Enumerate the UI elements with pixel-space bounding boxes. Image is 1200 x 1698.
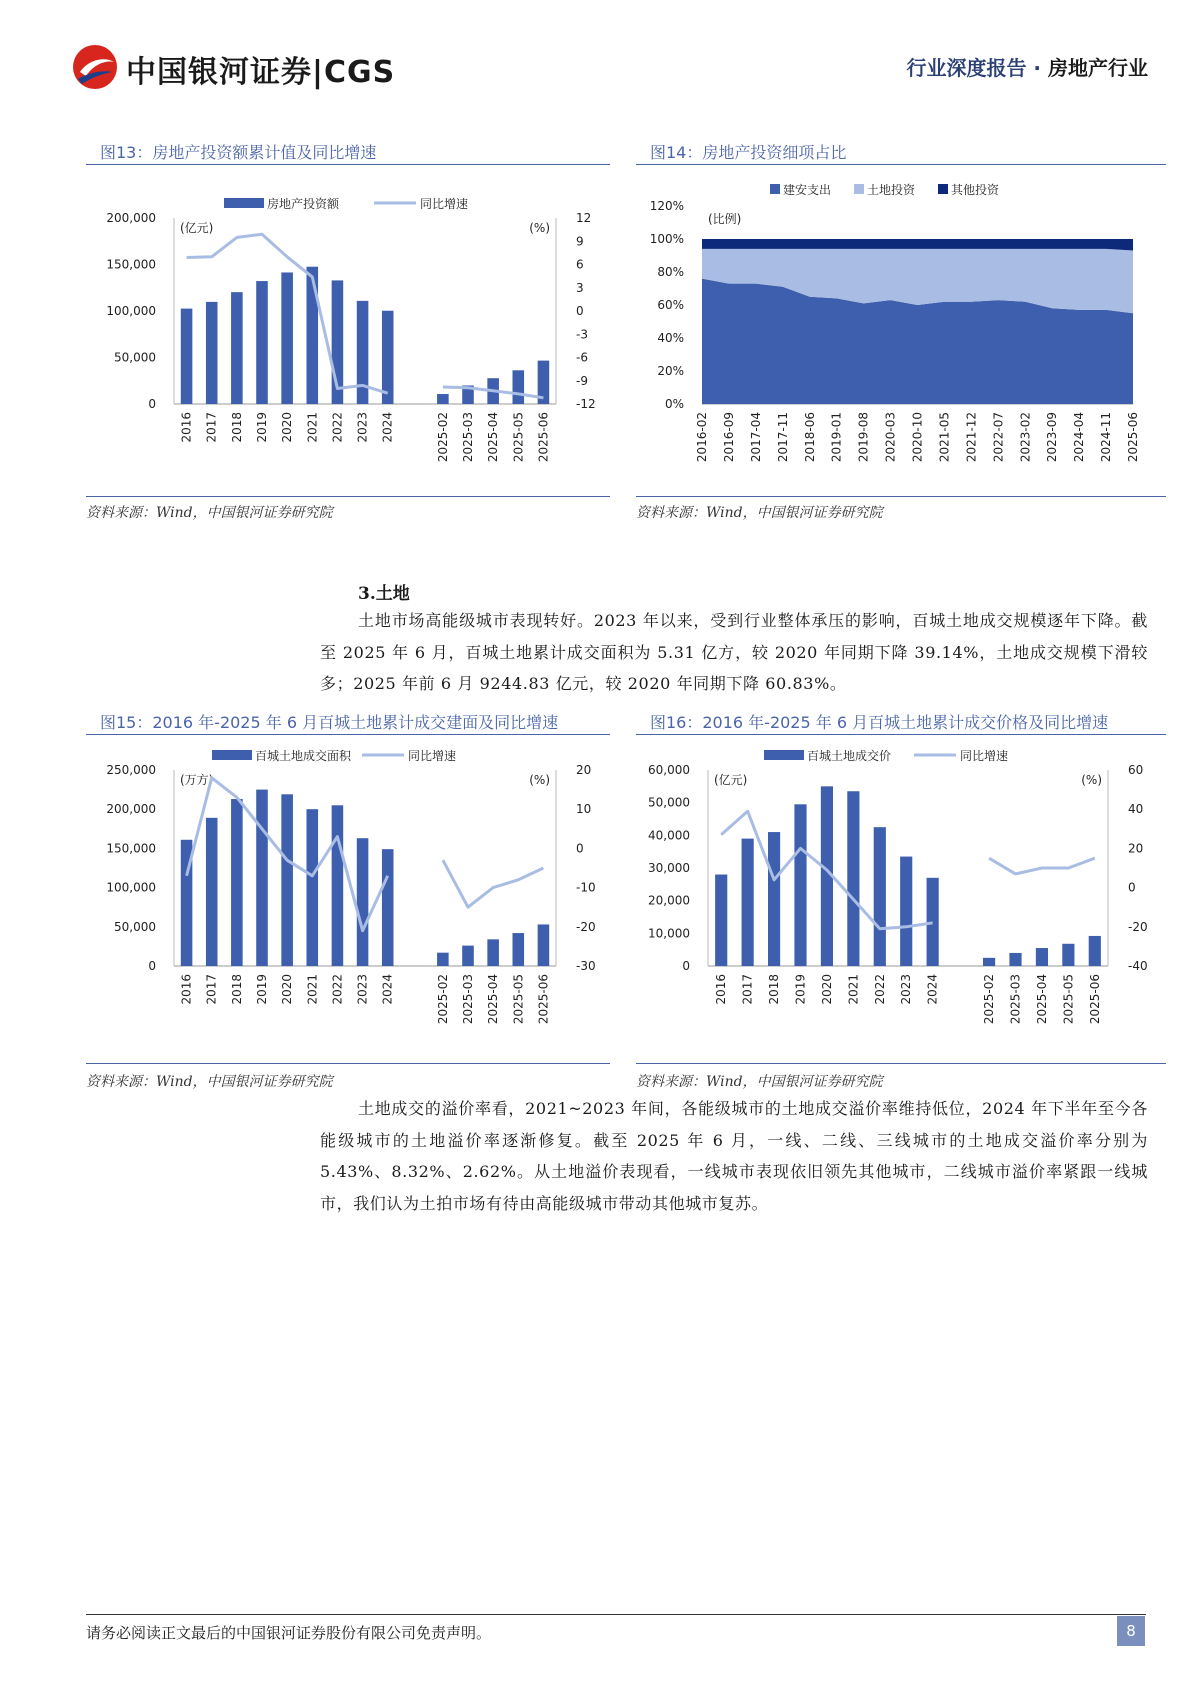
fig15-svg-xtick: 2025-04 — [486, 974, 501, 1025]
fig13-svg-bar — [307, 267, 319, 404]
fig13-svg-legend-line-label: 同比增速 — [420, 197, 469, 211]
fig13-svg-ytick-left: 0 — [148, 397, 156, 411]
fig13-svg-ytick-left: 200,000 — [106, 211, 156, 225]
fig15-svg-bar — [462, 946, 474, 966]
fig14-svg-xtick: 2024-11 — [1099, 412, 1114, 463]
fig15-caption: 图15：2016 年-2025 年 6 月百城土地累计成交建面及同比增速 — [100, 713, 559, 732]
fig16-svg-bar — [1089, 936, 1101, 966]
fig16-svg-ytick-left: 10,000 — [648, 926, 690, 941]
fig16-caption: 图16：2016 年-2025 年 6 月百城土地累计成交价格及同比增速 — [650, 713, 1109, 732]
fig13-svg-ytick-right: -3 — [576, 327, 588, 342]
fig16-chart — [636, 740, 1166, 1060]
fig16-svg-xtick: 2025-03 — [1008, 974, 1023, 1025]
fig15-svg-xtick: 2022 — [330, 974, 345, 1005]
industry-name: 房地产行业 — [1048, 56, 1148, 80]
brand-name: 中国银河证券|CGS — [126, 55, 396, 90]
fig14-svg-legend-label-0: 建安支出 — [783, 183, 832, 197]
fig16-svg-legend-bar-label: 百城土地成交价 — [807, 749, 892, 763]
fig15-svg-xtick: 2024 — [380, 974, 395, 1005]
fig14-svg-ytick: 120% — [649, 199, 684, 213]
fig16-svg-xtick: 2017 — [740, 974, 755, 1005]
fig14-svg-xtick: 2023-09 — [1045, 412, 1060, 463]
fig16-svg-bar — [874, 827, 886, 966]
fig13-svg-ytick-left: 100,000 — [106, 304, 156, 318]
header-separator: · — [1033, 56, 1042, 80]
fig14-svg-xtick: 2016-09 — [721, 412, 736, 463]
fig13-svg-xtick: 2025-04 — [486, 412, 501, 463]
fig16-svg-bar — [715, 875, 727, 966]
fig14-top-rule — [636, 164, 1166, 165]
fig15-svg-ytick-left: 0 — [148, 959, 156, 973]
fig15-svg-ytick-left: 250,000 — [106, 763, 156, 777]
fig16-svg-xtick: 2025-04 — [1034, 974, 1049, 1025]
fig16-top-rule — [636, 734, 1166, 735]
fig13-svg-legend-bar-label: 房地产投资额 — [267, 197, 340, 211]
fig13-bottom-rule — [86, 496, 610, 497]
fig16-svg-bar — [794, 804, 806, 966]
fig15-svg-bar — [437, 953, 449, 966]
fig14-svg-unit: (比例) — [708, 212, 742, 227]
fig14-svg-xtick: 2020-03 — [883, 412, 898, 463]
fig15-svg-right-unit: (%) — [529, 773, 550, 787]
fig15-svg-bar — [538, 924, 550, 966]
fig13-svg-left-unit: (亿元) — [180, 221, 214, 235]
fig15-bottom-rule — [86, 1063, 610, 1064]
fig16-svg-bar — [847, 791, 859, 966]
fig13-svg-xtick: 2023 — [355, 412, 370, 443]
fig16-svg-ytick-left: 50,000 — [648, 795, 690, 810]
fig15-svg-ytick-right: 0 — [576, 841, 584, 856]
fig15-svg-bar — [332, 805, 344, 966]
fig15-svg-xtick: 2016 — [179, 974, 194, 1005]
fig15-svg-xtick: 2019 — [255, 974, 269, 1005]
page-number: 8 — [1117, 1616, 1145, 1646]
fig14-svg-legend-swatch-2 — [938, 184, 948, 194]
fig16-svg-xtick: 2022 — [872, 974, 887, 1005]
section-paragraph-1: 土地市场高能级城市表现转好。2023 年以来，受到行业整体承压的影响，百城土地成交规模逐年下降。截至 2025 年 6 月，百城土地累计成交面积为 5.31 亿方，较 2020 年同期下降 39.14%，土地成交规模下滑较多；2025 年前 6 月 9244.83 亿元，较 2020 年同期下降 60.83%。 — [320, 611, 1148, 693]
fig13-svg-bar — [281, 272, 293, 404]
fig14-svg-area-2 — [702, 239, 1133, 251]
fig16-svg-xtick: 2023 — [899, 974, 914, 1005]
fig16-svg-xtick: 2020 — [819, 974, 834, 1005]
fig15-svg-bar — [307, 809, 319, 966]
fig14-svg-ytick: 80% — [657, 265, 684, 279]
fig13-top-rule — [86, 164, 610, 165]
fig15-svg-ytick-right: -10 — [576, 880, 596, 895]
fig16-bottom-rule — [636, 1063, 1166, 1064]
fig14-source: 资料来源：Wind，中国银河证券研究院 — [636, 505, 883, 521]
fig15-svg-ytick-left: 150,000 — [106, 841, 156, 856]
fig16-svg-legend-line-label: 同比增速 — [960, 749, 1009, 763]
fig14-bottom-rule — [636, 496, 1166, 497]
fig16-svg-xtick: 2021 — [846, 974, 861, 1005]
fig13-svg-ytick-right: -12 — [576, 397, 596, 411]
fig13-svg-ytick-right: -9 — [576, 373, 588, 388]
fig13-svg-legend-bar-swatch — [224, 198, 264, 208]
fig14-svg-ytick: 100% — [649, 232, 684, 246]
fig14-svg-legend-label-2: 其他投资 — [951, 183, 1000, 197]
fig15-source: 资料来源：Wind，中国银河证券研究院 — [86, 1074, 333, 1090]
fig16-svg-bar — [742, 839, 754, 966]
section-paragraph-2: 土地成交的溢价率看，2021~2023 年间，各能级城市的土地成交溢价率维持低位，2024 年下半年至今各能级城市的土地溢价率逐渐修复。截至 2025 年 6 月，一线、二线、三线城市的土地成交溢价率分别为 5.43%、8.32%、2.62%。从土地溢价表现看，一线城市表现依旧领先其他城市，二线城市溢价率紧跟一线城市，我们认为土拍市场有待由高能级城市带动其他城市复苏。 — [320, 1099, 1148, 1213]
fig15-svg-ytick-right: 10 — [576, 802, 592, 817]
fig14-svg-xtick: 2019-08 — [856, 412, 871, 463]
fig16-svg-bar — [1062, 944, 1074, 966]
fig15-svg-legend-bar-swatch — [212, 750, 252, 760]
fig15-svg-legend-line-label: 同比增速 — [408, 749, 457, 763]
fig15-svg-left-unit: (万方) — [180, 773, 214, 787]
fig15-svg-ytick-right: -20 — [576, 919, 596, 934]
fig14-svg-legend-swatch-1 — [854, 184, 864, 194]
fig13-chart — [86, 170, 610, 490]
fig13-svg-ytick-right: -6 — [576, 350, 588, 365]
fig16-svg-left-unit: (亿元) — [714, 773, 748, 787]
fig16-svg-line-series — [989, 858, 1095, 874]
fig13-svg-bar — [357, 301, 369, 404]
fig13-svg-bar — [382, 311, 394, 404]
fig15-svg-xtick: 2018 — [229, 974, 244, 1005]
fig16-svg-bar — [927, 878, 939, 966]
report-type: 行业深度报告 — [906, 56, 1027, 80]
fig15-top-rule — [86, 734, 610, 735]
fig13-svg-xtick: 2021 — [305, 412, 320, 443]
fig16-svg-ytick-left: 20,000 — [648, 893, 690, 908]
fig16-svg-ytick-left: 60,000 — [648, 763, 690, 777]
fig15-svg-line-series — [443, 860, 544, 907]
fig15-svg-bar — [206, 818, 218, 966]
fig14-svg-xtick: 2023-02 — [1018, 412, 1033, 463]
fig13-svg-bar — [206, 302, 218, 404]
fig16-source: 资料来源：Wind，中国银河证券研究院 — [636, 1074, 883, 1090]
fig16-svg-bar — [983, 958, 995, 966]
fig14-svg-xtick: 2017-04 — [748, 412, 763, 463]
fig14-svg-xtick: 2020-10 — [910, 412, 925, 463]
fig16-svg-xtick: 2018 — [767, 974, 782, 1005]
brand-logo-icon — [70, 42, 120, 92]
fig16-svg-ytick-right: -40 — [1128, 959, 1148, 973]
fig16-svg-ytick-right: 20 — [1128, 841, 1144, 856]
fig14-svg-legend-label-1: 土地投资 — [867, 183, 916, 197]
fig13-svg-ytick-left: 150,000 — [106, 257, 156, 272]
fig15-svg-bar — [382, 849, 394, 966]
footer-rule — [86, 1614, 1146, 1615]
fig13-svg-xtick: 2024 — [380, 412, 395, 443]
fig15-chart — [86, 740, 610, 1060]
fig15-svg-legend-bar-label: 百城土地成交面积 — [255, 749, 352, 763]
fig14-svg-xtick: 2025-06 — [1126, 412, 1140, 463]
fig13-svg-right-unit: (%) — [529, 221, 550, 235]
fig13-svg-ytick-right: 12 — [576, 211, 592, 225]
fig13-svg-ytick-right: 9 — [576, 234, 584, 249]
fig14-svg-xtick: 2021-05 — [937, 412, 952, 463]
fig13-svg-ytick-right: 0 — [576, 304, 584, 318]
fig15-svg-bar — [513, 933, 525, 966]
fig13-svg-xtick: 2016 — [179, 412, 194, 443]
fig15-svg-xtick: 2017 — [204, 974, 219, 1005]
fig16-svg-ytick-left: 40,000 — [648, 828, 690, 843]
fig13-svg-bar — [231, 292, 243, 404]
fig15-svg-xtick: 2025-05 — [511, 974, 526, 1025]
fig16-svg-xtick: 2019 — [793, 974, 808, 1005]
fig13-svg-xtick: 2025-03 — [461, 412, 475, 463]
fig15-svg-xtick: 2023 — [355, 974, 370, 1005]
fig16-svg-ytick-left: 0 — [682, 959, 690, 973]
fig13-svg-ytick-right: 3 — [576, 280, 584, 295]
fig14-svg-ytick: 40% — [657, 331, 684, 345]
section-title: 3.土地 — [358, 584, 410, 604]
fig16-svg-bar — [1009, 953, 1021, 966]
fig15-svg-ytick-right: 20 — [576, 763, 592, 777]
fig14-svg-ytick: 20% — [657, 364, 684, 378]
fig13-svg-xtick: 2019 — [255, 412, 269, 443]
fig15-svg-bar — [231, 799, 243, 966]
fig13-caption: 图13：房地产投资额累计值及同比增速 — [100, 143, 377, 162]
fig14-svg-legend-swatch-0 — [770, 184, 780, 194]
fig13-svg-bar — [256, 281, 268, 404]
fig14-svg-ytick: 0% — [664, 397, 684, 411]
fig14-svg-xtick: 2021-12 — [964, 412, 979, 463]
fig15-svg-xtick: 2025-02 — [435, 974, 450, 1025]
fig13-svg-bar — [181, 309, 193, 404]
fig15-svg-ytick-left: 200,000 — [106, 802, 156, 817]
fig16-svg-legend-bar-swatch — [764, 750, 804, 760]
fig14-chart — [636, 170, 1166, 490]
footer-disclaimer: 请务必阅读正文最后的中国银河证券股份有限公司免责声明。 — [86, 1624, 492, 1642]
fig15-svg-ytick-right: -30 — [576, 959, 596, 973]
fig13-svg-xtick: 2017 — [204, 412, 219, 443]
fig16-svg-xtick: 2025-05 — [1061, 974, 1076, 1025]
fig16-svg-bar — [768, 832, 780, 966]
fig13-svg-bar — [513, 370, 525, 404]
fig16-svg-ytick-left: 30,000 — [648, 861, 690, 875]
fig13-svg-xtick: 2022 — [330, 412, 345, 443]
fig16-svg-ytick-right: 0 — [1128, 880, 1136, 895]
fig16-svg-xtick: 2025-02 — [982, 974, 997, 1025]
fig14-svg-xtick: 2017-11 — [775, 412, 790, 463]
fig14-svg-ytick: 60% — [657, 298, 684, 312]
fig15-svg-bar — [487, 939, 499, 966]
fig14-svg-xtick: 2018-06 — [802, 412, 817, 463]
fig15-svg-bar — [357, 838, 369, 966]
fig13-svg-bar — [437, 394, 449, 404]
fig16-svg-ytick-right: 60 — [1128, 763, 1144, 777]
fig13-source: 资料来源：Wind，中国银河证券研究院 — [86, 505, 333, 521]
fig13-svg-xtick: 2020 — [280, 412, 295, 443]
fig15-svg-ytick-left: 100,000 — [106, 880, 156, 895]
fig16-svg-xtick: 2024 — [925, 974, 940, 1005]
fig16-svg-xtick: 2025-06 — [1087, 974, 1102, 1025]
fig15-svg-ytick-left: 50,000 — [114, 919, 156, 934]
fig15-svg-bar — [256, 790, 268, 966]
fig13-svg-xtick: 2025-02 — [435, 412, 450, 463]
fig14-svg-xtick: 2024-04 — [1072, 412, 1087, 463]
fig13-svg-ytick-right: 6 — [576, 257, 584, 272]
report-header — [906, 52, 1148, 81]
fig16-svg-xtick: 2016 — [714, 974, 729, 1005]
fig14-svg-xtick: 2022-07 — [991, 412, 1006, 463]
fig15-svg-xtick: 2020 — [280, 974, 295, 1005]
fig15-svg-xtick: 2025-06 — [536, 974, 551, 1025]
fig16-svg-ytick-right: 40 — [1128, 802, 1144, 817]
fig16-svg-ytick-right: -20 — [1128, 919, 1148, 934]
fig13-svg-xtick: 2025-06 — [536, 412, 551, 463]
fig15-svg-xtick: 2025-03 — [461, 974, 475, 1025]
fig15-svg-bar — [281, 794, 293, 966]
fig15-svg-xtick: 2021 — [305, 974, 320, 1005]
fig14-caption: 图14：房地产投资细项占比 — [650, 143, 847, 162]
fig16-svg-right-unit: (%) — [1081, 773, 1102, 787]
fig16-svg-bar — [1036, 948, 1048, 966]
fig13-svg-xtick: 2025-05 — [511, 412, 526, 463]
fig14-svg-xtick: 2016-02 — [695, 412, 709, 463]
fig14-svg-xtick: 2019-01 — [829, 412, 844, 463]
fig16-svg-bar — [900, 857, 912, 966]
fig13-svg-xtick: 2018 — [229, 412, 244, 443]
fig13-svg-ytick-left: 50,000 — [114, 350, 156, 365]
